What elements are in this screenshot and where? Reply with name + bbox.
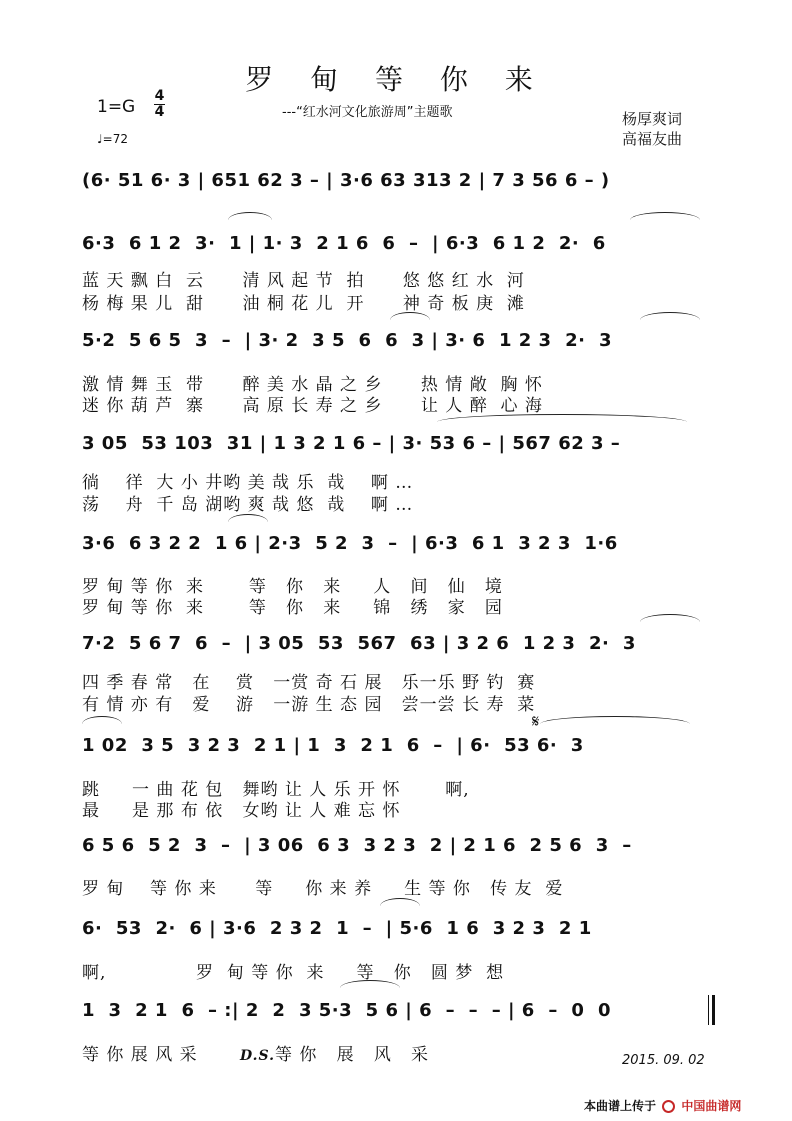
lyric-line: 罗 甸 等 你 来 等 你 来 锦 绣 家 园 — [82, 598, 503, 618]
score-row-notes: (6· 51 6· 3 | 651 62 3 – | 3·6 63 313 2 | 7 3 56 6 – ) — [82, 170, 610, 191]
song-subtitle: ---“红水河文化旅游周”主题歌 — [282, 105, 453, 120]
score-row-notes: 1 02 3 5 3 2 3 2 1 | 1 3 2 1 6 – | 6· 53 6· 3 — [82, 735, 584, 756]
score-row-notes: 7·2 5 6 7 6 – | 3 05 53 567 63 | 3 2 6 1 2 3 2· 3 — [82, 633, 636, 654]
lyric-line: 最 是 那 布 依 女哟 让 人 难 忘 怀 — [82, 801, 401, 821]
date: 2015. 09. 02 — [622, 1053, 705, 1068]
time-signature-top: 4 — [154, 88, 165, 104]
segno-sign: 𝄋 — [532, 712, 540, 732]
lyric-line: 杨 梅 果 儿 甜 油 桐 花 儿 开 神 奇 板 庚 滩 — [82, 294, 525, 314]
ds-lyric: 等 你 展 风 采 — [275, 1045, 430, 1065]
key-signature: 1=G — [97, 97, 136, 117]
lyric-line: 罗 甸 等 你 来 等 你 来 人 间 仙 境 — [82, 577, 503, 597]
lyric-line: 蓝 天 飘 白 云 清 风 起 节 拍 悠 悠 红 水 河 — [82, 271, 525, 291]
lyric-line: 等 你 展 风 采 — [82, 1045, 198, 1065]
lyric-line: 四 季 春 常 在 赏 一赏 奇 石 展 乐一乐 野 钓 赛 — [82, 673, 536, 693]
lyric-line: 跳 一 曲 花 包 舞哟 让 人 乐 开 怀 啊, — [82, 780, 470, 800]
slur — [228, 514, 268, 522]
slur — [540, 716, 690, 724]
slur — [228, 212, 272, 220]
score-row-notes: 5·2 5 6 5 3 – | 3· 2 3 5 6 6 3 | 3· 6 1 2 3 2· 3 — [82, 330, 613, 351]
slur — [380, 898, 420, 906]
ds-label: D.S. — [240, 1048, 276, 1064]
lyric-line: 啊, 罗 甸 等 你 来 等 你 圆 梦 想 — [82, 963, 505, 983]
lyric-line: 徜 徉 大 小 井哟 美 哉 乐 哉 啊 … — [82, 473, 414, 493]
song-title: 罗 甸 等 你 来 — [245, 63, 547, 96]
score-row-notes: 3·6 6 3 2 2 1 6 | 2·3 5 2 3 – | 6·3 6 1 3 2 3 1·6 — [82, 533, 618, 554]
slur — [82, 716, 122, 724]
time-signature — [154, 90, 165, 119]
footer-brand[interactable]: 中国曲谱网 — [681, 1099, 742, 1113]
lyric-line: 激 情 舞 玉 带 醉 美 水 晶 之 乡 热 情 敞 胸 怀 — [82, 375, 543, 395]
score-row-notes: 6 5 6 5 2 3 – | 3 06 6 3 3 2 3 2 | 2 1 6 2 5 6 3 – — [82, 835, 632, 856]
time-signature-bottom: 4 — [154, 104, 165, 120]
tempo-marking: ♩=72 — [97, 132, 128, 146]
footer-text: 本曲谱上传于 — [584, 1099, 657, 1113]
lyric-line: 罗 甸 等 你 来 等 你 来 养 生 等 你 传 友 爱 — [82, 879, 564, 899]
score-row-notes: 3 05 53 103 31 | 1 3 2 1 6 – | 3· 53 6 – | 567 62 3 – — [82, 433, 621, 454]
score-row-notes: 6· 53 2· 6 | 3·6 2 3 2 1 – | 5·6 1 6 3 2 3 2 1 — [82, 918, 592, 939]
score-row-notes: 6·3 6 1 2 3· 1 | 1· 3 2 1 6 6 – | 6·3 6 1 2 2· 6 — [82, 233, 606, 254]
lyric-line: 荡 舟 千 岛 湖哟 爽 哉 悠 哉 啊 … — [82, 495, 414, 515]
slur — [630, 212, 700, 220]
ds-lyric-line — [240, 1040, 540, 1065]
lyricist: 杨厚爽词 — [622, 110, 683, 128]
lyric-line: 有 情 亦 有 爱 游 一游 生 态 园 尝一尝 长 寿 菜 — [82, 695, 536, 715]
final-barline-thick — [712, 995, 715, 1025]
footer-credit — [584, 1097, 741, 1114]
site-logo-icon — [662, 1100, 675, 1113]
lyric-line: 迷 你 葫 芦 寨 高 原 长 寿 之 乡 让 人 醉 心 海 — [82, 396, 543, 416]
final-barline-thin — [708, 995, 709, 1025]
composer: 高福友曲 — [622, 130, 683, 148]
score-row-notes: 1 3 2 1 6 – :| 2 2 3 5·3 5 6 | 6 – – – | 6 – 0 0 — [82, 1000, 611, 1021]
